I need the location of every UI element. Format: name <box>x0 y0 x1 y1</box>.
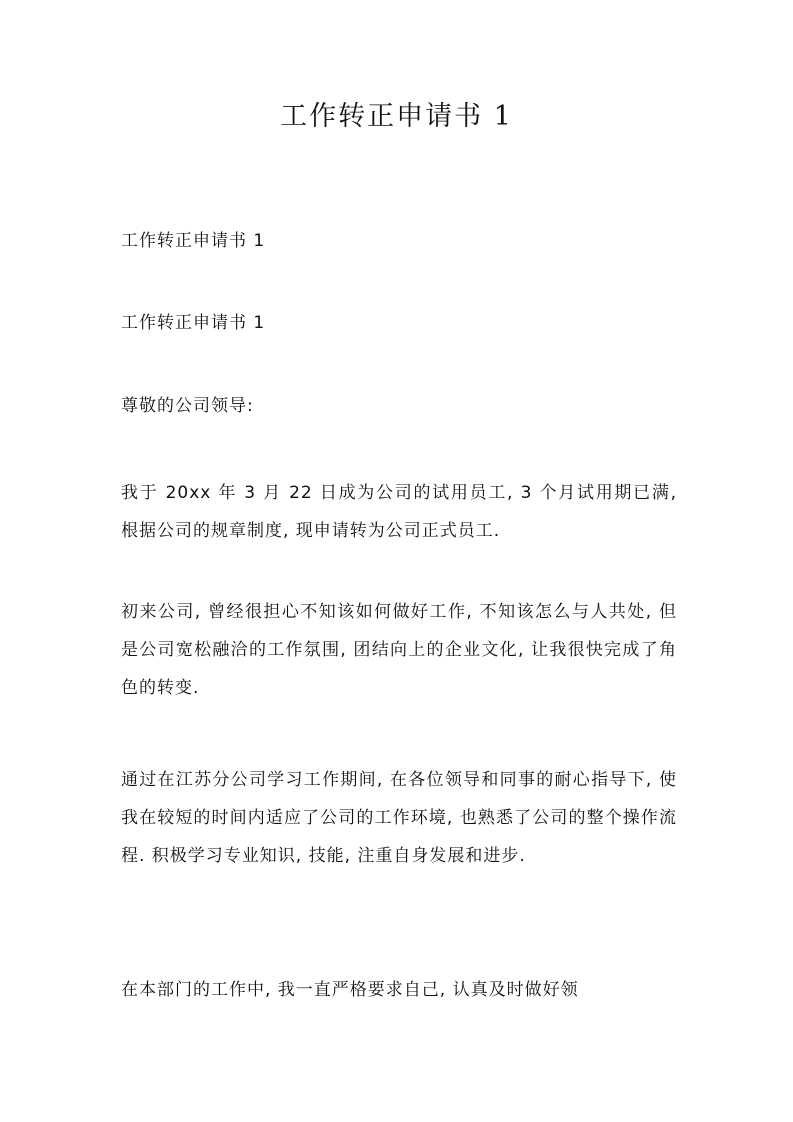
salutation: 尊敬的公司领导: <box>121 396 254 416</box>
document-title: 工作转正申请书 1 <box>280 101 513 132</box>
paragraph-heading-2: 工作转正申请书 1 <box>121 313 266 333</box>
paragraph-first-impressions: 初来公司, 曾经很担心不知该如何做好工作, 不知该怎么与人共处, 但是公司宽松融洽的工作氛围, 团结向上的企业文化, 让我很快完成了角色的转变. <box>121 602 677 698</box>
paragraph-heading-1: 工作转正申请书 1 <box>121 231 266 251</box>
paragraph-training: 通过在江苏分公司学习工作期间, 在各位领导和同事的耐心指导下, 使我在较短的时间内适应了公司的工作环境, 也熟悉了公司的整个操作流程. 积极学习专业知识, 技能, 注重自身发展和进步. <box>121 770 677 866</box>
paragraph-department-work: 在本部门的工作中, 我一直严格要求自己, 认真及时做好领 <box>121 980 579 1000</box>
paragraph-application: 我于 20xx 年 3 月 22 日成为公司的试用员工, 3 个月试用期已满, 根据公司的规章制度, 现申请转为公司正式员工. <box>121 483 677 541</box>
